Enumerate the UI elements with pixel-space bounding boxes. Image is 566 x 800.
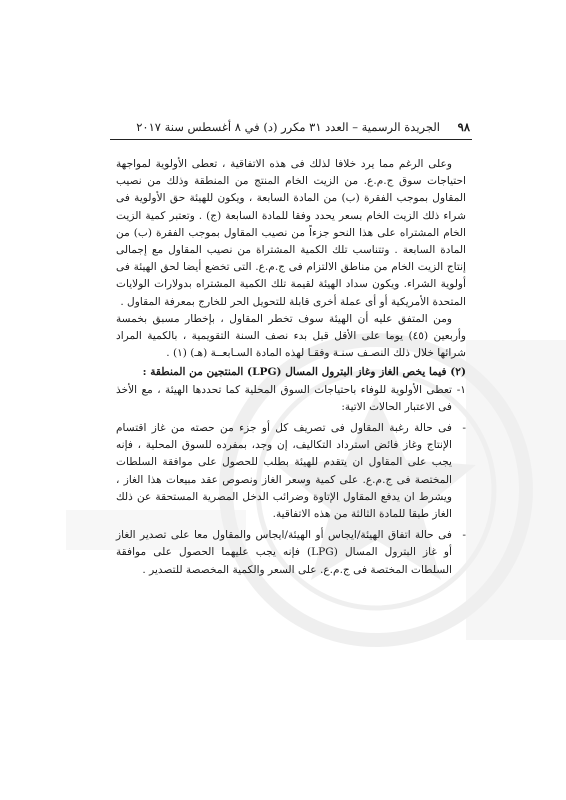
list-marker: ١- (456, 383, 466, 396)
list-item-text: فى حالة اتفاق الهيئة/ايجاس أو الهيئة/ايجاس والمقاول معا على تصدير الغاز أو غاز البترول المسال (LPG) فإنه يجب عليهما الحصول على موافقة السلطات المختصة فى ج.م.ع. على السعر والكمية المخصصة للتصدير . (116, 529, 452, 576)
list-item-text: فى حالة رغبة المقاول فى تصريف كل أو جزء من حصته من غاز اقتسام الإنتاج وغاز فائض استرداد التكاليف، إن وجد، بمفرده للسوق المحلية ، فإنه يجب على المقاول ان يتقدم للهيئة بطلب للحصول على موافقة السلطات المختصة فى ج.م.ع. على كمية وسعر الغاز ونصوص عقد مبيعات هذا الغاز ، ويشرط ان يدفع المقاول الإتاوة وضرائب الدخل المصرية المستحقة عن ذلك الغاز طبقا للمادة الثالثة من هذه الاتفاقية. (116, 422, 452, 521)
page-header (110, 118, 470, 136)
paragraph-notice: ومن المتفق عليه أن الهيئة سوف تخطر المقاول ، بإخطار مسبق بخمسة وأربعين (٤٥) يوما على الأقل قبل بدء نصف السنة التقويمية ، بالكمية المراد شرائها خلال ذلك النصـف سنـة وفقـا لهذه المادة السـابعــة (هـ) (١) . (116, 312, 466, 360)
gazette-title: الجريدة الرسمية – العدد ٣١ مكرر (د) في ٨ أغسطس سنة ٢٠١٧ (136, 120, 440, 134)
list-item (116, 527, 466, 579)
list-item (116, 382, 466, 416)
paragraph-priority-crude: وعلى الرغم مما يرد خلافا لذلك فى هذه الاتفاقية ، تعطى الأولوية لمواجهة احتياجات سوق ج.م.ع. من الزيت الخام المنتج من المنطقة وذلك من نصيب المقاول بموجب الفقرة (ب) من المادة السابعة ، ويكون للهيئة حق الأولوية فى شراء ذلك الزيت الخام بسعر يحدد وفقا للمادة السابعة (ج) . وتعتبر كمية الزيت الخام المشتراه على هذا النحو جزءاً من نصيب المقاول بموجب الفقرة (ب) من المادة السابعة . وتتناسب تلك الكمية المشتراة من نصيب المقاول مع إجمالى إنتاج الزيت الخام من مناطق الالتزام فى ج.م.ع. التى تخضع أيضا لحق الهيئة فى أولوية الشراء. ويكون سداد الهيئة لقيمة تلك الكمية المشتراه بدولارات الولايات المتحدة الأمريكية أو أى عملة أخرى قابلة للتحويل الحر للخارج بمعرفة المقاول . (116, 158, 466, 308)
list-item (116, 420, 466, 523)
list-marker: - (462, 529, 466, 542)
list-item-text: تعطى الأولوية للوفاء باحتياجات السوق المحلية كما تحددها الهيئة ، مع الأخذ فى الاعتبار الحالات الاتية: (116, 383, 452, 413)
header-rule (110, 139, 472, 140)
section-heading-gas: (٢) فيما يخص الغاز وغاز البترول المسال (LPG) المنتجين من المنطقة : (142, 366, 466, 379)
document-body (116, 156, 466, 579)
list-marker: - (462, 422, 466, 435)
page-number: ٩٨ (457, 120, 470, 134)
